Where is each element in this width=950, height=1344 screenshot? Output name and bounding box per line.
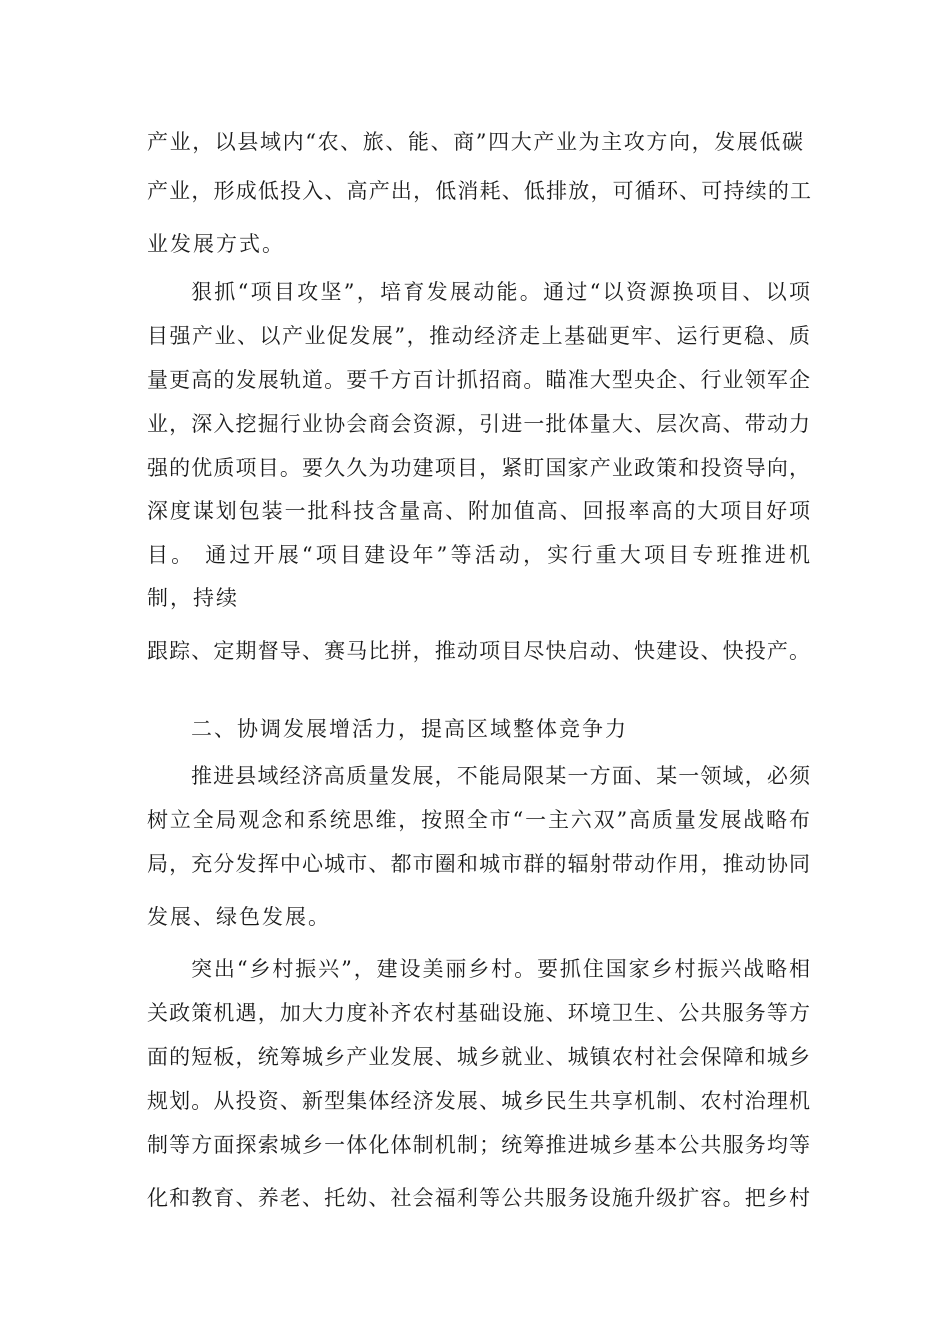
body-text-line: 量更高的发展轨道。要千方百计抓招商。瞄准大型央企、行业领军企 (147, 368, 810, 392)
body-text-line: 目。 通过开展“项目建设年”等活动，实行重大项目专班推进机 (147, 543, 810, 567)
body-text-line: 化和教育、养老、托幼、社会福利等公共服务设施升级扩容。把乡村 (147, 1186, 810, 1210)
body-text-line: 制，持续 (147, 586, 239, 610)
body-text-line: 目强产业、以产业促发展”，推动经济走上基础更牢、运行更稳、质 (147, 324, 810, 348)
paragraph-first-line: 狠抓“项目攻坚”，培育发展动能。通过“以资源换项目、以项 (191, 280, 810, 304)
body-text-line: 树立全局观念和系统思维，按照全市“一主六双”高质量发展战略布 (147, 808, 810, 832)
body-text-line: 规划。从投资、新型集体经济发展、城乡民生共享机制、农村治理机 (147, 1089, 810, 1113)
body-text-line: 跟踪、定期督导、赛马比拼，推动项目尽快启动、快建设、快投产。 (147, 639, 810, 663)
body-text-line: 制等方面探索城乡一体化体制机制；统筹推进城乡基本公共服务均等 (147, 1133, 810, 1157)
body-text-line: 产业，以县域内“农、旅、能、商”四大产业为主攻方向，发展低碳 (147, 130, 803, 154)
body-text-line: 局，充分发挥中心城市、都市圈和城市群的辐射带动作用，推动协同 (147, 852, 810, 876)
body-text-line: 面的短板，统筹城乡产业发展、城乡就业、城镇农村社会保障和城乡 (147, 1045, 810, 1069)
body-text-line: 业，深入挖掘行业协会商会资源，引进一批体量大、层次高、带动力 (147, 412, 810, 436)
body-text-line: 强的优质项目。要久久为功建项目，紧盯国家产业政策和投资导向， (147, 456, 810, 480)
paragraph-first-line: 推进县域经济高质量发展，不能局限某一方面、某一领域，必须 (191, 764, 810, 788)
section-heading: 二、协调发展增活力，提高区域整体竞争力 (191, 717, 628, 741)
paragraph-first-line: 突出“乡村振兴”，建设美丽乡村。要抓住国家乡村振兴战略相 (191, 957, 810, 981)
body-text-line: 产业，形成低投入、高产出，低消耗、低排放，可循环、可持续的工 (147, 179, 811, 203)
body-text-line: 深度谋划包装一批科技含量高、附加值高、回报率高的大项目好项 (147, 499, 810, 523)
body-text-line: 业发展方式。 (147, 232, 285, 256)
body-text-line: 关政策机遇，加大力度补齐农村基础设施、环境卫生、公共服务等方 (147, 1001, 810, 1025)
body-text-line: 发展、绿色发展。 (147, 905, 331, 929)
